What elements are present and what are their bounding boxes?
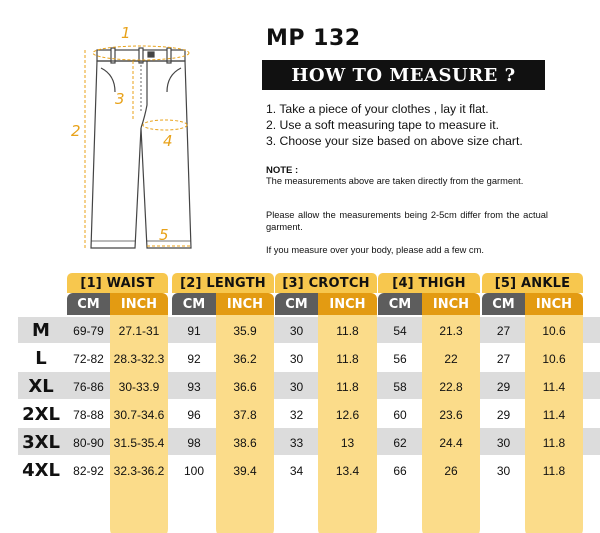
label-3: 3: [115, 90, 125, 108]
size-label: 2XL: [22, 404, 60, 425]
cm-value-cell: 80-90: [73, 435, 104, 450]
cm-header: CM: [67, 293, 110, 315]
group-header: [3] CROTCH: [275, 273, 377, 293]
inch-header: INCH: [318, 293, 377, 315]
cm-value-cell: 56: [393, 351, 407, 366]
inch-value-cell: 12.6: [335, 407, 360, 422]
size-label: 4XL: [22, 460, 60, 481]
inch-value-cell: 10.6: [542, 323, 566, 338]
step-1: 1. Take a piece of your clothes , lay it flat.: [266, 102, 489, 116]
cm-value-cell: 30: [289, 323, 304, 338]
cm-value-cell: 29: [496, 379, 511, 394]
group-header: [2] LENGTH: [172, 273, 274, 293]
cm-value-cell: 69-79: [73, 323, 104, 338]
inch-value-cell: 22: [444, 351, 458, 366]
inch-value-cell: 23.6: [439, 407, 463, 422]
how-to-measure-banner: HOW TO MEASURE ?: [262, 60, 545, 90]
cm-value-cell: 30: [289, 379, 304, 394]
pants-diagram: [55, 20, 235, 260]
inch-value-cell: 11.4: [542, 407, 566, 422]
cm-value-cell: 54: [393, 323, 407, 338]
note-line-3: If you measure over your body, please add a few cm.: [266, 245, 484, 255]
cm-value-cell: 30: [496, 463, 511, 478]
inch-header: INCH: [216, 293, 274, 315]
label-5: 5: [159, 226, 169, 244]
cm-value-cell: 32: [289, 407, 304, 422]
size-label: L: [35, 348, 47, 369]
inch-value-cell: 24.4: [439, 435, 463, 450]
inch-value-cell: 11.8: [336, 323, 359, 338]
measurement-numbers: [71, 24, 173, 244]
cm-value-cell: 30: [289, 351, 304, 366]
cm-value-cell: 29: [496, 407, 511, 422]
cm-value-cell: 27: [496, 323, 511, 338]
instruction-steps: [266, 101, 523, 149]
step-2: 2. Use a soft measuring tape to measure it.: [266, 118, 500, 132]
inch-value-cell: 11.8: [542, 463, 566, 478]
cm-value-cell: 76-86: [73, 379, 104, 394]
cm-value-cell: 30: [496, 435, 511, 450]
cm-value-cell: 72-82: [73, 351, 104, 366]
group-header: [5] ANKLE: [482, 273, 583, 293]
cm-value-cell: 34: [289, 463, 304, 478]
cm-value-cell: 66: [393, 463, 407, 478]
cm-value-cell: 60: [393, 407, 407, 422]
cm-value-cell: 100: [183, 463, 205, 478]
cm-value-cell: 78-88: [73, 407, 104, 422]
cm-header: CM: [275, 293, 318, 315]
inch-value-cell: 30.7-34.6: [113, 407, 165, 422]
note-line-1: The measurements above are taken directly from the garment.: [266, 176, 524, 186]
inch-value-cell: 38.6: [233, 435, 257, 450]
step-3: 3. Choose your size based on above size chart.: [266, 134, 523, 148]
cm-header: CM: [378, 293, 422, 315]
product-code: MP 132: [266, 26, 361, 51]
inch-value-cell: 27.1-31: [118, 323, 160, 338]
cm-value-cell: 62: [393, 435, 407, 450]
cm-value-cell: 98: [187, 435, 201, 450]
cm-value-cell: 92: [187, 351, 201, 366]
inch-value-cell: 11.8: [336, 379, 359, 394]
size-label: XL: [28, 376, 54, 397]
inch-value-cell: 22.8: [439, 379, 463, 394]
inch-value-cell: 11.8: [336, 351, 359, 366]
inch-value-cell: 36.2: [233, 351, 257, 366]
inch-value-cell: 31.5-35.4: [113, 435, 165, 450]
cm-header: CM: [482, 293, 525, 315]
inch-value-cell: 13: [340, 435, 355, 450]
cm-value-cell: 93: [187, 379, 201, 394]
inch-value-cell: 30-33.9: [118, 379, 160, 394]
inch-value-cell: 39.4: [233, 463, 257, 478]
note-title: NOTE :: [266, 165, 299, 176]
inch-header: INCH: [110, 293, 168, 315]
inch-header: INCH: [525, 293, 583, 315]
inch-value-cell: 35.9: [233, 323, 257, 338]
inch-value-cell: 13.4: [335, 463, 360, 478]
group-header: [1] WAIST: [67, 273, 168, 293]
inch-value-cell: 28.3-32.3: [113, 351, 165, 366]
pants-outline: [91, 48, 191, 248]
inch-value-cell: 11.4: [542, 379, 566, 394]
inch-value-cell: 11.8: [542, 435, 566, 450]
inch-value-cell: 32.3-36.2: [113, 463, 165, 478]
inch-header: INCH: [422, 293, 480, 315]
cm-value-cell: 33: [289, 435, 304, 450]
measurement-guides: [85, 46, 191, 248]
cm-value-cell: 82-92: [73, 463, 104, 478]
cm-value-cell: 58: [393, 379, 407, 394]
label-2: 2: [71, 122, 81, 140]
label-1: 1: [121, 24, 131, 42]
cm-value-cell: 27: [496, 351, 511, 366]
group-header: [4] THIGH: [378, 273, 480, 293]
inch-value-cell: 10.6: [542, 351, 566, 366]
cm-header: CM: [172, 293, 216, 315]
inch-value-cell: 21.3: [439, 323, 463, 338]
label-4: 4: [163, 132, 173, 150]
inch-value-cell: 36.6: [233, 379, 257, 394]
size-label: 3XL: [22, 432, 60, 453]
cm-value-cell: 91: [187, 323, 201, 338]
cm-value-cell: 96: [187, 407, 201, 422]
size-label: M: [32, 320, 50, 341]
inch-value-cell: 26: [444, 463, 458, 478]
note-line-2: Please allow the measurements being 2-5cm differ from the actual garment.: [266, 210, 548, 232]
inch-value-cell: 37.8: [233, 407, 257, 422]
